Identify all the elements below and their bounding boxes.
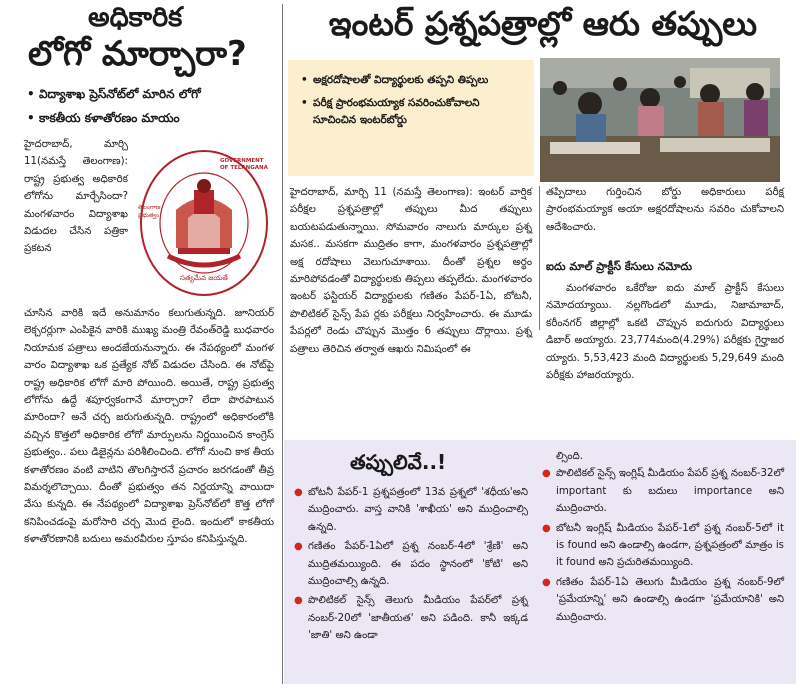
column-divider: [282, 4, 283, 684]
errors-title: తప్పులివే..!: [350, 450, 447, 474]
right-col-divider: [539, 186, 540, 330]
emblem-top-text: GOVERNMENT OF TELANGANA: [220, 158, 268, 171]
error-item: [292, 592, 528, 644]
malpractice-body: మంగళవారం ఒకేరోజు ఐదు మాల్ ప్రాక్టీస్ కేసులు నమోదయ్యాయి. నల్లగొండలో మూడు, నిజామాబాద్, కరీంనగర్ జిల్లాల్లో ఒకటి చొప్పున ఐదుగురు విద్యార్థులు డిబార్ అయ్యారు. 23,774మంది(4.29%) పరీక్షకు గైర్హాజర య్యారు. 5,53,423 మంది విద్యార్థులకు 5,29,649 మంది పరీక్షకు హాజరయ్యారు.: [546, 283, 784, 382]
red-bullet-icon: ●: [294, 595, 303, 607]
error-item: [292, 484, 528, 536]
error-text: బోటనీ ఇంగ్లిష్ మీడియం పేపర్-1లో ప్రశ్న నంబర్-5లో it is found అని ఉండాల్సి ఉండగా, ప్రశ్నపత్రంలో మాత్రం is it found అని ప్రచురితమయ్యింది.: [556, 522, 784, 569]
exam-hall-photo: [540, 58, 780, 182]
red-bullet-icon: ●: [294, 487, 303, 498]
red-bullet-icon: ●: [542, 468, 551, 480]
red-bullet-icon: ●: [294, 541, 303, 553]
error-item: [540, 574, 784, 626]
error-item: [292, 538, 528, 590]
left-headline: లోగో మార్చారా?: [28, 34, 247, 74]
red-bullet-icon: ●: [542, 576, 551, 588]
highlight-item: • అక్షరదోషాలతో విద్యార్థులకు తప్పని తిప్పలు: [298, 72, 526, 89]
malpractice-subhead: ఐదు మాల్ ప్రాక్టీస్ కేసులు నమోదు: [546, 260, 693, 273]
telangana-emblem: [138, 148, 270, 298]
error-text: గణితం పేపర్-1ఏ తెలుగు మీడియం ప్రశ్న నంబర్-9లో 'ప్రమేయాన్ని' అని ఉండాల్సి ఉండగా 'ప్రమేయానికి' అని ముద్రించారు.: [556, 576, 784, 623]
error-text: పొలిటికల్ సైన్స్ తెలుగు మీడియం పేపర్‌లో ప్రశ్న నంబర్-20లో 'జాతీయత' అని పడింది. కానీ ఇక్కడ 'జాతి' అని ఉండా: [308, 595, 528, 642]
article-body: హైదరాబాద్, మార్చి 11 (నమస్తే తెలంగాణ): ఇంటర్ వార్షిక పరీక్షల ప్రశ్నపత్రాల్లో తప్పులు మీద తప్పులు బయటపడుతున్నాయి. సోమవారం నాలుగు మార్కుల ప్రశ్న మసక.. మసకగా ముద్రితం కాగా, మంగళవారం ప్రశ్నపత్రాల్లో అక్ష రదోషాలు వెలుగుచూశాయి. దీంతో ప్రశ్నల అర్థం మారిపోవడంతో విద్యార్థులకు తిప్పలు తప్పలేదు. మంగళవారం ఇంటర్ ఫస్టియర్ విద్యార్థులకు గణితం పేపర్-1ఏ, బోటనీ, పొలిటికల్ సైన్స్ పేప ర్లకు పరీక్షలు నిర్వహించారు. ఈ మూడు పేపర్లలో రెండు చొప్పున మొత్తం 6 తప్పులు దొర్లాయి. ప్రశ్న పత్రాలు తెరిచిన తర్వాత ఆఖరు నిమిషంలో ఈ: [290, 187, 532, 355]
error-item: [540, 465, 784, 517]
emblem-bottom-text: సత్యమేవ జయతే: [180, 274, 228, 282]
error-item: [540, 520, 784, 572]
left-kicker: అధికారిక: [88, 2, 183, 33]
main-headline: ఇంటర్ ప్రశ్నపత్రాల్లో ఆరు తప్పులు: [328, 4, 758, 43]
error-text: పొలిటికల్ సైన్స్ ఇంగ్లిష్ మీడియం పేపర్ ప్రశ్న నంబర్-32లో important కు బదులు importance అని ముద్రించారు.: [556, 468, 784, 515]
error-text: గణితం పేపర్-1ఏలో ప్రశ్న నంబర్-4లో 'శ్రేణి' అని ముద్రితమయ్యింది. ఈ పదం స్థానంలో 'కోటి' అని ముద్రించాల్సి ఉన్నది.: [308, 541, 528, 588]
error-text: బోటనీ పేపర్-1 ప్రశ్నపత్రంలో 13వ ప్రశ్నలో 'శధీయ'అని ముద్రించారు. వాస్త వానికి 'శాఖీయ' అని ముద్రించాల్సి ఉన్నది.: [308, 487, 528, 533]
errors-left-list: [292, 484, 528, 645]
left-body: చూసిన వారికి ఇదే అనుమానం కలుగుతున్నది. జూనియర్ లెక్చరర్లుగా ఎంపికైన వారికి ముఖ్య మంత్రి రేవంత్‌రెడ్డి బుధవారం నియామక పత్రాలు అందజేయనున్నారు. ఈ నేపథ్యంలో మంగళ వారం విద్యాశాఖ ఒక ప్రత్యేక నోట్ విడుదల చేసింది. ఈ నోట్‌పై రాష్ట్ర అధికారిక లోగో మారి పోయింది. అయితే, రాష్ట్ర ప్రభుత్వ లోగోను ఉద్దే శపూర్వకంగానే మార్చారా? లేదా పొరపాటున మారిందా? అనే చర్చ జరుగుతున్నది. రాష్ట్రంలో అధికారంలోకి వచ్చిన కొత్తలో అధికారిక లోగో మార్పులను నిర్ణయించిన కాంగ్రెస్ ప్రభుత్వం.. పలు డిజైన్లను పరిశీలించింది. లోగో నుంచి కాక తీయ కళాతోరణం వంటి వాటిని తొలగిస్తారనే ప్రచారం జరగడంతో తీవ్ర విమర్శలొచ్చాయి. దీంతో ప్రభుత్వం తన నిర్ణయాన్ని వాయిదా వేసు కున్నది. ఈ నేపథ్యంలో విద్యాశాఖ ప్రెస్‌నోట్‌లో కొత్త లోగో కనిపించడంపై మరోసారి చర్చ మొద లైంది. ఇందులో కాకతీయ కళాతోరణానికి బదులు అమరవీరుల స్తూపం కనిపిస్తున్నది.: [24, 308, 274, 546]
highlights-list: [298, 72, 526, 129]
errors-right-list: [540, 448, 784, 626]
left-dateline: హైదరాబాద్, మార్చి 11(నమస్తే తెలంగాణ): రాష్ట్ర ప్రభుత్వ అధికారిక లోగోను మార్చేసిందా? మంగళవారం విద్యాశాఖ విడుదల చేసిన పత్రికా ప్రకటన: [24, 139, 128, 255]
article-body-cont: తప్పిదాలు గుర్తించిన బోర్డు అధికారులు పరీక్ష ప్రారంభమయ్యాక అయా అక్షరదోషాలను సవరిం చుకోవాలని ఆదేశించారు.: [546, 187, 784, 233]
left-bullet: • కాకతీయ కళాతోరణం మాయం: [24, 106, 274, 130]
left-bullets: [24, 82, 274, 130]
error-text-cont: ల్సింది.: [556, 451, 583, 462]
left-bullet: • విద్యాశాఖ ప్రెస్‌నోట్‌లో మారిన లోగో: [24, 82, 274, 106]
emblem-left-text: తెలంగాణ ప్రభుత్వం: [138, 204, 161, 219]
highlight-item: • పరీక్ష ప్రారంభమయ్యాక సవరించుకోవాలని సూచించిన ఇంటర్‌బోర్డు: [298, 95, 526, 129]
red-bullet-icon: ●: [542, 522, 551, 534]
